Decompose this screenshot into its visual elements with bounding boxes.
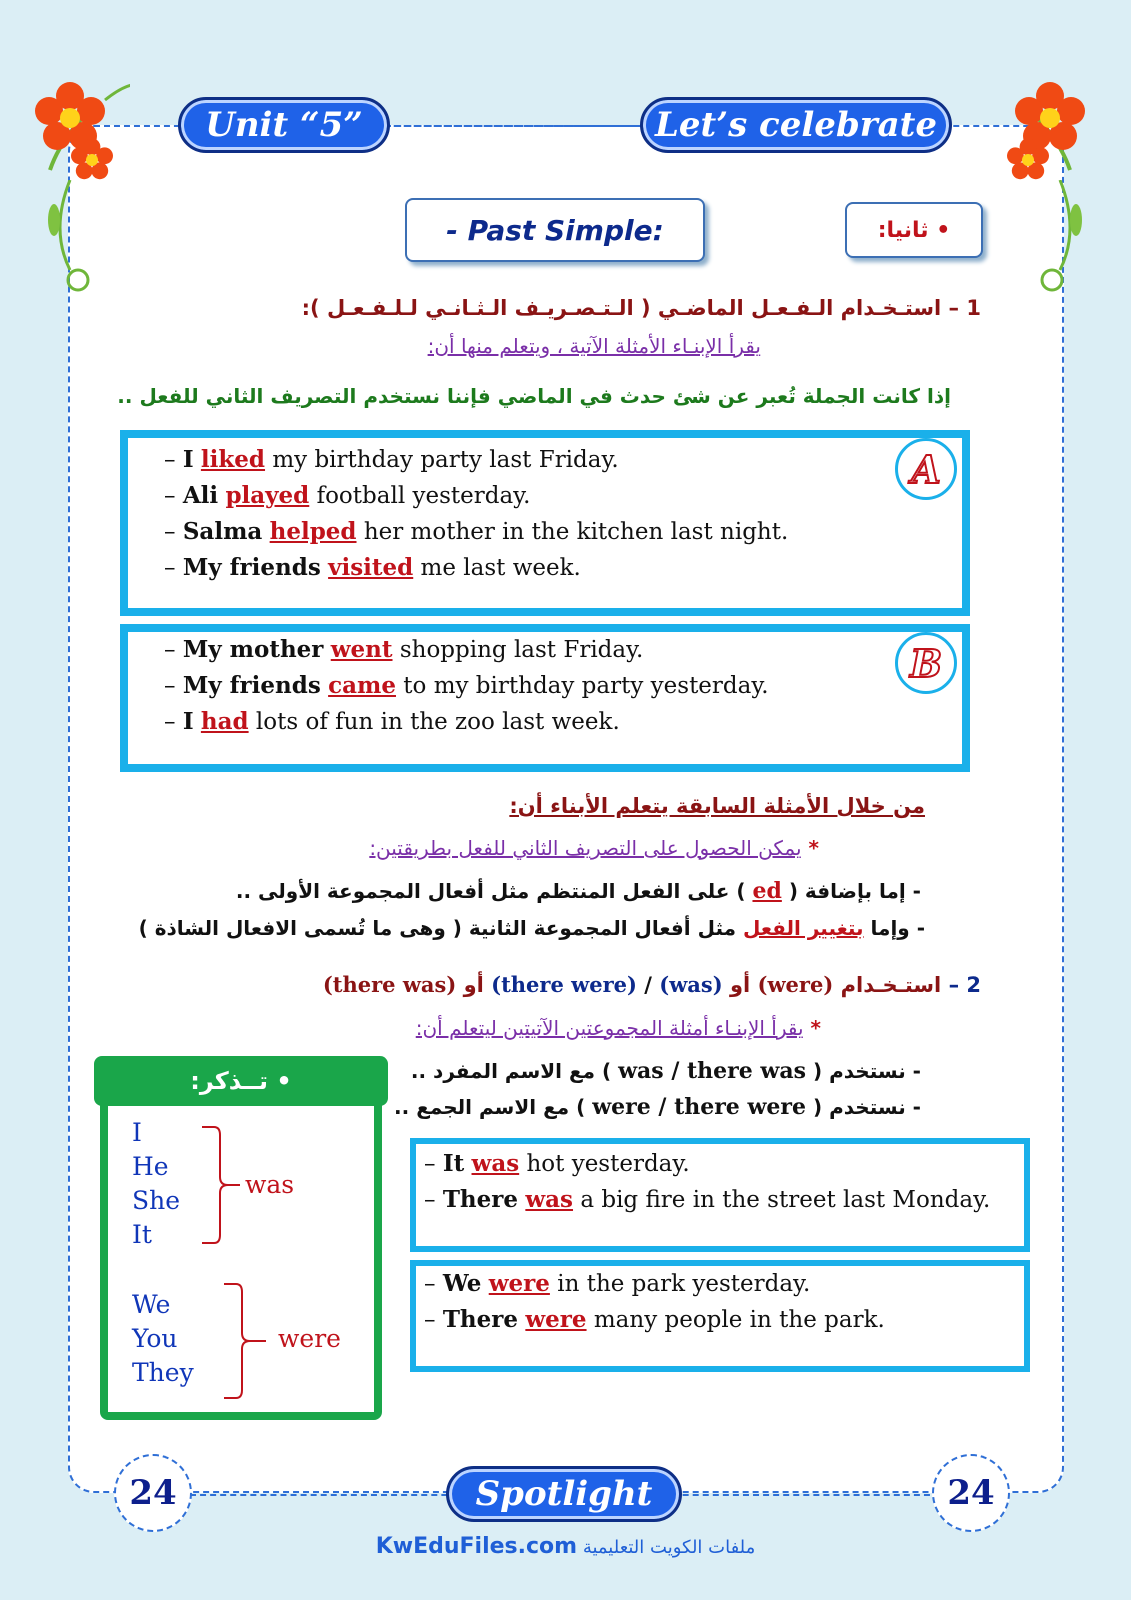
pronoun-we: We <box>132 1290 171 1319</box>
vine-decoration-right <box>1030 180 1090 300</box>
pronoun-you: You <box>132 1324 178 1353</box>
subject: My mother <box>182 636 324 663</box>
way2-highlight: بتغيير الفعل <box>742 916 864 940</box>
pronoun-they: They <box>132 1358 194 1387</box>
part2-num: 2 – <box>948 973 981 997</box>
example-line <box>164 482 530 509</box>
verb: were <box>525 1306 587 1333</box>
section-title: - Past Simple: <box>446 213 664 247</box>
subject: Salma <box>182 518 263 545</box>
part2-rule1 <box>411 1058 921 1084</box>
example-line <box>164 518 788 545</box>
example-line <box>164 554 581 581</box>
way2-pre: - وإما <box>870 916 925 940</box>
rest: a big fire in the street last Monday. <box>573 1187 991 1213</box>
verb: were <box>488 1270 550 1297</box>
dash: – <box>164 673 183 699</box>
part2-intro: يقرأ الإبنـاء أمثلة المجموعتين الآتيتين ليتعلم أن: <box>415 1016 804 1040</box>
subject: My friends <box>182 672 321 699</box>
pronouns-singular <box>132 1116 180 1252</box>
rest: in the park yesterday. <box>549 1271 811 1297</box>
badge-a: A <box>895 438 957 500</box>
part2-t3: (there were) <box>491 972 637 997</box>
brace-plural <box>222 1282 272 1400</box>
vine-decoration-left <box>40 180 100 300</box>
lesson-star: * <box>808 836 819 860</box>
rest: hot yesterday. <box>519 1151 690 1177</box>
brace-singular <box>200 1125 246 1245</box>
verb: played <box>225 482 310 509</box>
part2-word: استـخـدام <box>840 973 942 997</box>
verb: came <box>328 672 396 699</box>
unit-title: Let’s celebrate <box>640 97 952 153</box>
rule2-post: ) مع الاسم الجمع .. <box>394 1095 586 1119</box>
remember-header <box>94 1056 388 1106</box>
example-line <box>424 1150 690 1177</box>
part2-star: * <box>810 1016 821 1040</box>
section-number-box <box>845 202 983 258</box>
rule1-pre: - نستخدم ( <box>812 1059 921 1083</box>
dash: – <box>164 709 183 735</box>
part1-intro: يقرأ الإبنـاء الأمثلة الآتية ، ويتعلم منها أن: <box>427 334 761 358</box>
subject: I <box>182 708 194 735</box>
brand-spotlight: Spotlight <box>446 1466 682 1522</box>
lesson-subheading: يمكن الحصول على التصريف الثاني للفعل بطريقتين: <box>369 836 802 860</box>
example-line <box>164 636 643 663</box>
rule2-en: were / there were <box>592 1094 806 1120</box>
verb: helped <box>269 518 357 545</box>
dash: – <box>164 637 183 663</box>
example-line <box>164 446 619 473</box>
rest: to my birthday party yesterday. <box>395 673 769 699</box>
rest: her mother in the kitchen last night. <box>356 519 789 545</box>
section-number-label: • ثانيا: <box>877 217 951 243</box>
verb: went <box>330 636 393 663</box>
dash: – <box>164 483 183 509</box>
pronouns-plural <box>132 1288 194 1390</box>
part2-aw1: أو <box>729 973 751 997</box>
part2-heading <box>323 972 981 997</box>
subject: We <box>442 1270 482 1297</box>
part2-t2: (was) <box>659 972 723 997</box>
example-line <box>424 1270 810 1297</box>
rule2-pre: - نستخدم ( <box>812 1095 921 1119</box>
site-credit <box>0 1534 1131 1559</box>
rest: football yesterday. <box>309 483 531 509</box>
pronoun-he: He <box>132 1152 169 1181</box>
subject: There <box>442 1306 519 1333</box>
lesson-way1 <box>236 878 921 904</box>
verb: had <box>200 708 249 735</box>
dash: – <box>424 1151 443 1177</box>
dash: – <box>164 447 183 473</box>
subject: It <box>442 1150 465 1177</box>
flower-decoration-left <box>20 70 130 180</box>
way1-ed: ed <box>752 878 782 904</box>
part2-t4: (there was) <box>322 972 457 997</box>
way2-post: مثل أفعال المجموعة الثانية ( وهى ما تُسمى الافعال الشاذة ) <box>138 916 736 940</box>
section-title-box <box>405 198 705 262</box>
flower-decoration-right <box>990 70 1100 180</box>
pronoun-she: She <box>132 1186 181 1215</box>
example-line <box>164 672 769 699</box>
part2-rule2 <box>394 1094 921 1120</box>
rest: shopping last Friday. <box>392 637 644 663</box>
rest: me last week. <box>413 555 581 581</box>
rule1-post: ) مع الاسم المفرد .. <box>410 1059 612 1083</box>
rest: lots of fun in the zoo last week. <box>248 709 620 735</box>
badge-b: B <box>895 632 957 694</box>
lesson-heading: من خلال الأمثلة السابقة يتعلم الأبناء أن: <box>509 794 925 818</box>
dash: – <box>424 1307 443 1333</box>
page-number-right: 24 <box>932 1454 1010 1532</box>
verb: was <box>525 1186 574 1213</box>
header-divider <box>385 125 645 127</box>
subject: There <box>442 1186 519 1213</box>
verb: was <box>471 1150 520 1177</box>
lesson-subheading-row <box>369 836 819 860</box>
site-ar: ملفات الكويت التعليمية <box>582 1537 756 1558</box>
dash: – <box>164 519 183 545</box>
verb: visited <box>328 554 414 581</box>
pronoun-i: I <box>132 1118 142 1147</box>
subject: I <box>182 446 194 473</box>
dash: – <box>424 1187 443 1213</box>
remember-title: • تــذكر: <box>190 1067 292 1095</box>
part2-aw2: أو <box>463 973 484 997</box>
verb-were: were <box>278 1324 341 1353</box>
subject: My friends <box>182 554 321 581</box>
unit-label: Unit “5” <box>178 97 390 153</box>
way1-pre: - إما بإضافة ( <box>788 879 921 903</box>
site-en[interactable]: KwEduFiles.com <box>375 1534 578 1559</box>
part2-intro-row <box>416 1016 821 1040</box>
rule1-en: was / there was <box>618 1058 806 1084</box>
way1-post: ) على الفعل المنتظم مثل أفعال المجموعة الأولى .. <box>235 879 746 903</box>
subject: Ali <box>182 482 219 509</box>
example-line <box>164 708 620 735</box>
verb-was: was <box>245 1170 295 1199</box>
example-line <box>424 1306 885 1333</box>
page-number-left: 24 <box>114 1454 192 1532</box>
dash: – <box>164 555 183 581</box>
rest: my birthday party last Friday. <box>265 447 619 473</box>
verb: liked <box>200 446 266 473</box>
dash: – <box>424 1271 443 1297</box>
part2-t1: (were) <box>757 972 834 997</box>
part1-rule: إذا كانت الجملة تُعبر عن شئ حدث في الماضي فإننا نستخدم التصريف الثاني للفعل .. <box>117 384 951 408</box>
pronoun-it: It <box>132 1220 152 1249</box>
part2-sep: / <box>644 973 652 997</box>
lesson-way2 <box>139 916 925 940</box>
rest: many people in the park. <box>586 1307 885 1333</box>
example-line <box>424 1186 990 1213</box>
part1-heading: 1 – استـخـدام الـفـعـل الماضـي ( الـتـصـريـف الـثـانـي لـلـفـعـل ): <box>301 296 981 320</box>
